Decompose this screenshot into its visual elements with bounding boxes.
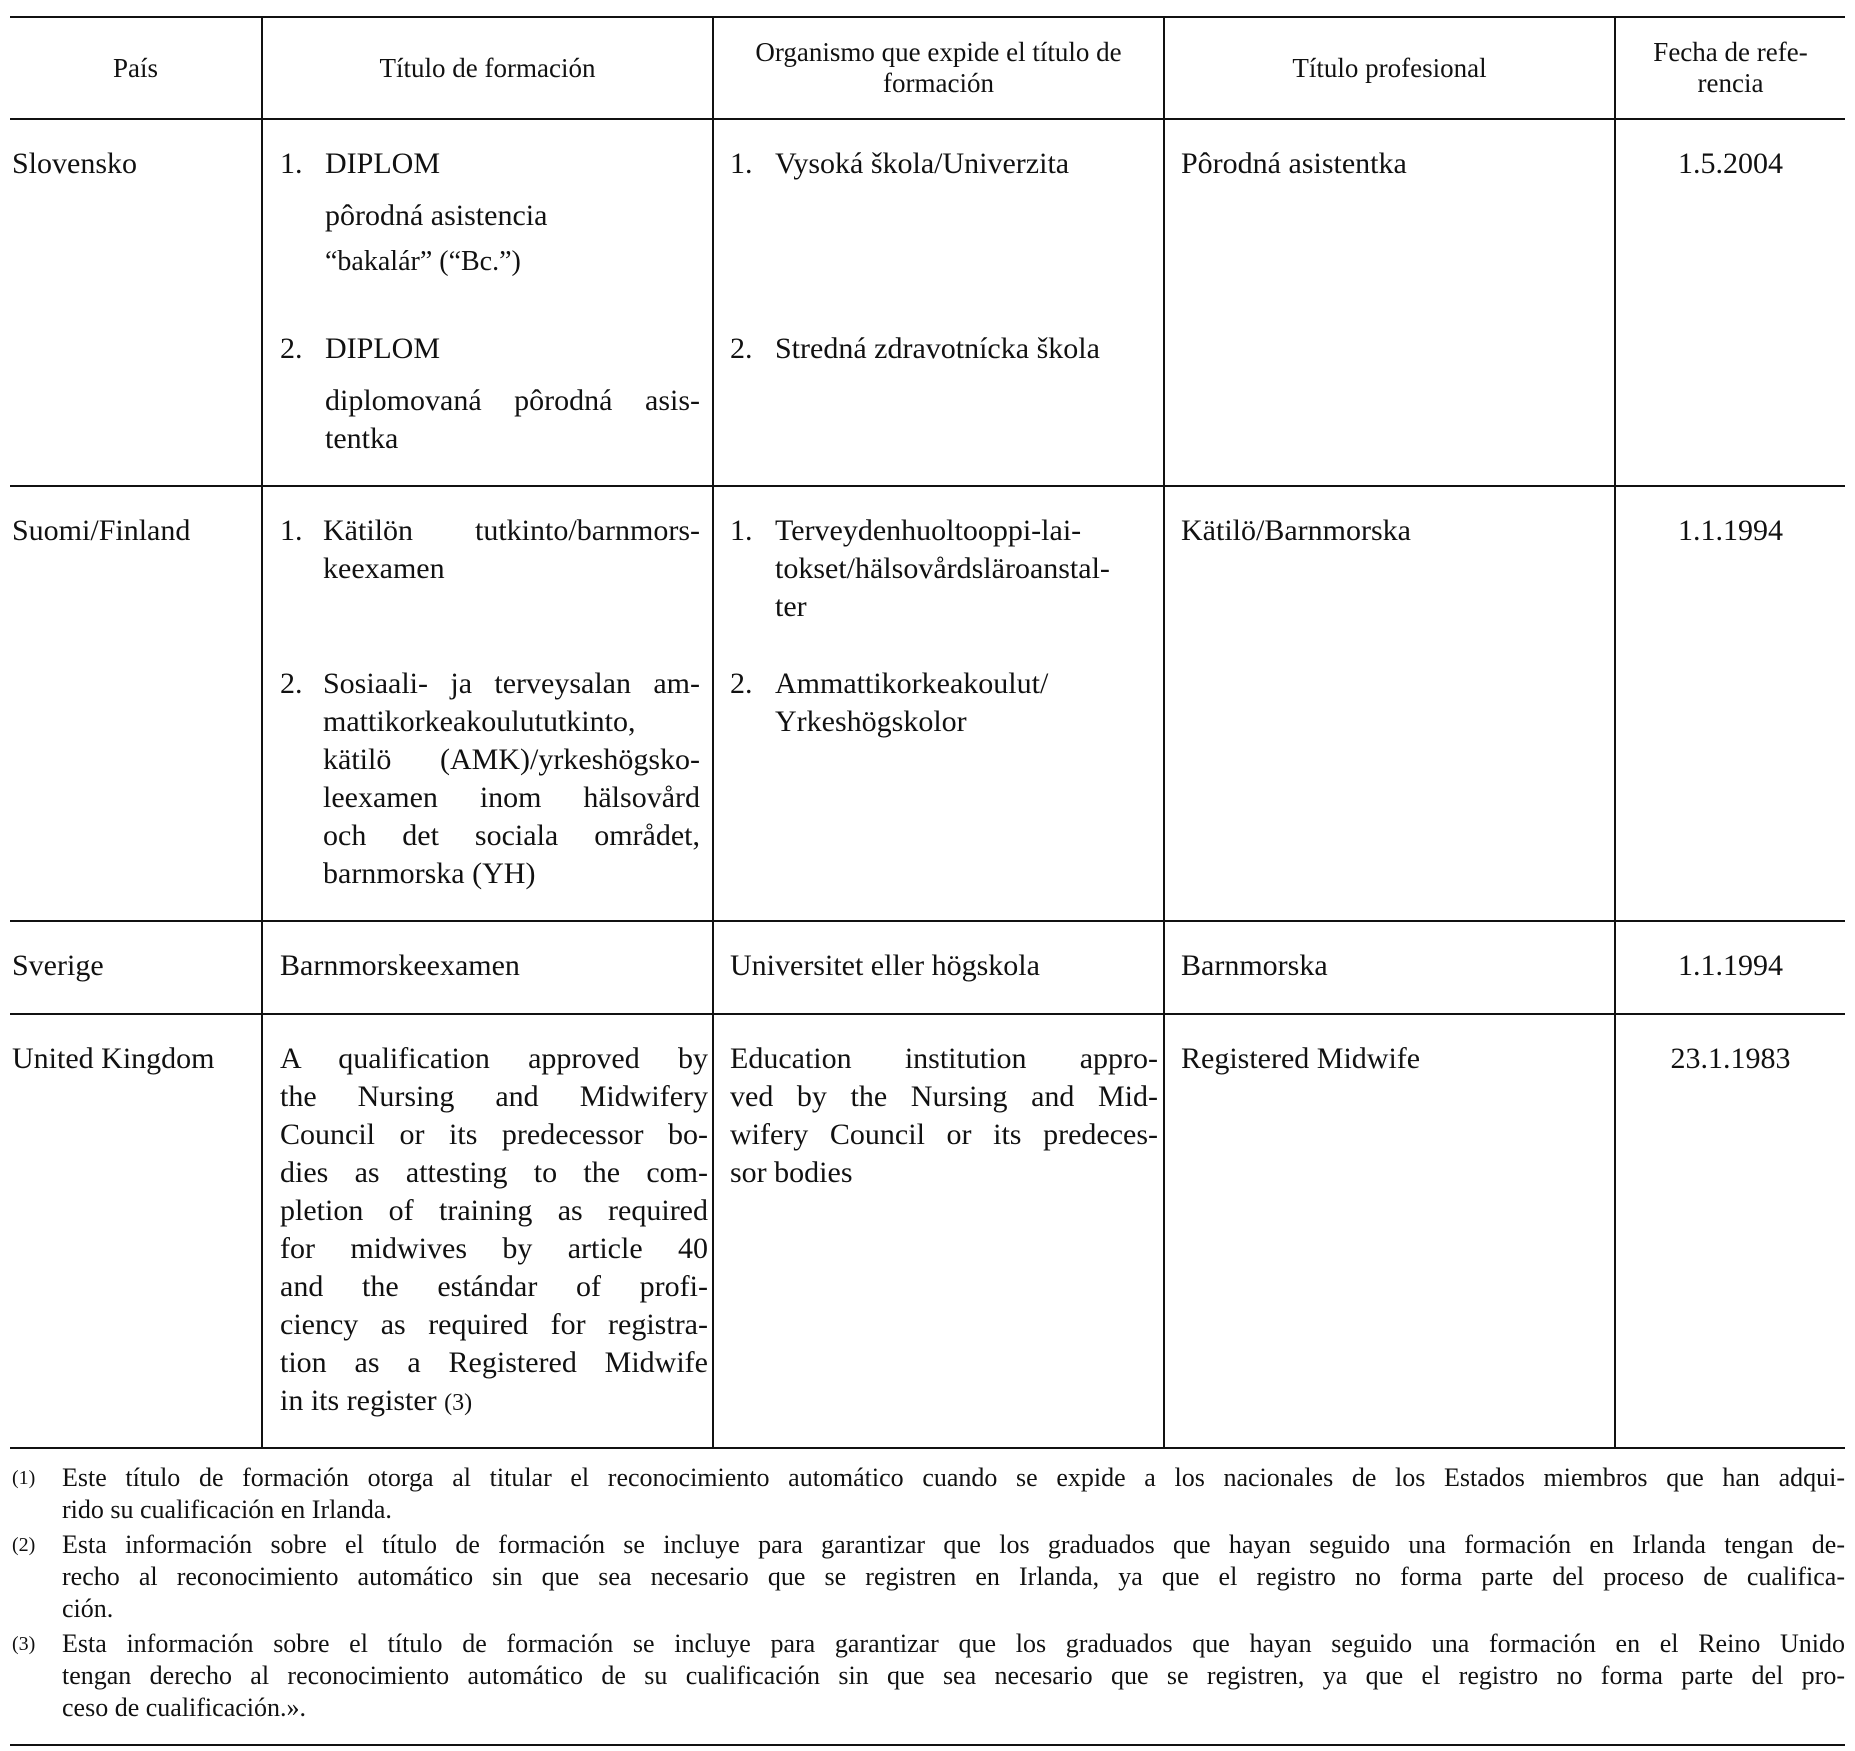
header-titulo-profesional-text: Título profesional [1292, 52, 1487, 83]
header-organismo-line-1: Organismo que expide el título de [755, 37, 1122, 67]
row-suomi-organismo-2 [730, 665, 1150, 741]
row-uk-titulo-line-10-text: in its register [280, 1384, 437, 1417]
header-titulo-formacion [263, 18, 712, 118]
footnote-3-line-2: tengan derecho al reconocimiento automático de su cualificación sin que sea necesario que se registren, ya que el registro no forma parte del pro- [62, 1661, 1845, 1690]
row-slovensko-country: Slovensko [12, 147, 138, 180]
row-uk-titulo-line-5: pletion of training as required [280, 1194, 708, 1227]
row-slovensko-organismo-2-line-1: Stredná zdravotnícka škola [775, 332, 1100, 365]
row-uk-organismo [730, 1040, 1158, 1192]
row-rule-1 [10, 485, 1845, 487]
row-uk-titulo-line-1: A qualification approved by [280, 1042, 708, 1075]
footnote-1 [12, 1462, 1845, 1532]
footnote-3-line-1: Esta información sobre el título de formación se incluye para garantizar que los graduados que hayan seguido una formación en el Reino Unido [62, 1629, 1845, 1658]
row-uk-titulo [280, 1040, 708, 1422]
header-titulo-profesional [1165, 18, 1614, 118]
row-suomi-fecha: 1.1.1994 [1678, 514, 1783, 547]
row-suomi-titulo-1 [280, 512, 700, 588]
row-suomi-titulo-2-line-4: leexamen inom hälsovård [323, 781, 700, 814]
row-slovensko-titulo-1-line-3: “bakalár” (“Bc.”) [325, 246, 521, 277]
header-fecha-line-2: rencia [1697, 68, 1764, 98]
row-sverige-profesional: Barnmorska [1181, 949, 1328, 982]
row-slovensko-organismo-1 [730, 145, 1150, 183]
row-uk-organismo-line-4: sor bodies [730, 1156, 853, 1189]
row-slovensko-titulo-2 [280, 330, 700, 458]
footnote-mark: (3) [12, 1633, 36, 1655]
column-rule-3 [1163, 16, 1165, 1449]
header-pais [10, 18, 261, 118]
list-number: 1. [280, 147, 303, 180]
list-number: 1. [730, 147, 753, 180]
header-organismo-line-2: formación [883, 68, 994, 98]
row-suomi-titulo-2-line-1: Sosiaali- ja terveysalan am- [323, 667, 700, 700]
row-slovensko-titulo-1-line-2: pôrodná asistencia [325, 199, 548, 232]
footnote-mark: (1) [12, 1467, 36, 1489]
page-bottom-rule [10, 1744, 1845, 1746]
row-uk-titulo-line-7: and the estándar of profi- [280, 1270, 708, 1303]
footnote-1-line-1: Este título de formación otorga al titular el reconocimiento automático cuando se expide a los nacionales de los Estados miembros que han adqui- [62, 1463, 1845, 1492]
row-slovensko-titulo-2-line-3: tentka [325, 422, 399, 455]
list-number: 2. [730, 332, 753, 365]
row-suomi-organismo-1 [730, 512, 1150, 626]
row-suomi-titulo-2 [280, 665, 700, 893]
footnote-3 [12, 1628, 1845, 1728]
row-sverige-fecha: 1.1.1994 [1678, 949, 1783, 982]
row-slovensko-fecha: 1.5.2004 [1678, 147, 1783, 180]
footnote-2-line-3: ción. [62, 1594, 114, 1623]
row-suomi-profesional: Kätilö/Barnmorska [1181, 514, 1411, 547]
row-suomi-titulo-2-line-6: barnmorska (YH) [323, 857, 536, 890]
row-suomi-titulo-1-line-2: keexamen [323, 552, 445, 585]
row-uk-titulo-line-3: Council or its predecessor bo- [280, 1118, 708, 1151]
row-uk-organismo-line-3: wifery Council or its predeces- [730, 1118, 1158, 1151]
table-bottom-rule [10, 1447, 1845, 1449]
row-suomi-organismo-2-line-1: Ammattikorkeakoulut/ [775, 667, 1049, 700]
header-pais-text: País [112, 52, 158, 83]
row-suomi-country: Suomi/Finland [12, 514, 191, 547]
row-suomi-organismo-1-line-3: ter [775, 590, 807, 623]
column-rule-2 [712, 16, 714, 1449]
footnote-2 [12, 1529, 1845, 1629]
row-uk-titulo-line-6: for midwives by article 40 [280, 1232, 708, 1265]
list-number: 2. [730, 667, 753, 700]
row-uk-profesional: Registered Midwife [1181, 1042, 1421, 1075]
row-slovensko-organismo-2 [730, 330, 1150, 368]
row-uk-titulo-line-4: dies as attesting to the com- [280, 1156, 708, 1189]
row-slovensko-titulo-2-line-2: diplomovaná pôrodná asis- [325, 384, 700, 417]
row-suomi-organismo-2-line-2: Yrkeshögskolor [775, 705, 967, 738]
list-number: 2. [280, 332, 303, 365]
header-bottom-rule [10, 118, 1845, 120]
header-fecha-line-1: Fecha de refe- [1653, 37, 1808, 67]
row-uk-titulo-line-10 [280, 1382, 708, 1422]
row-slovensko-organismo-1-line-1: Vysoká škola/Univerzita [775, 147, 1070, 180]
footnote-3-line-3: ceso de cualificación.». [62, 1693, 306, 1722]
row-suomi-titulo-2-line-3: kätilö (AMK)/yrkeshögsko- [323, 743, 700, 776]
row-suomi-titulo-2-line-5: och det sociala området, [323, 819, 700, 852]
footnote-mark: (2) [12, 1534, 36, 1556]
header-organismo [714, 18, 1163, 118]
row-sverige-titulo: Barnmorskeexamen [280, 949, 520, 982]
row-uk-country: United Kingdom [12, 1042, 215, 1075]
footnote-ref-3: (3) [444, 1390, 473, 1416]
list-number: 1. [280, 514, 303, 547]
row-slovensko-titulo-2-line-1: DIPLOM [325, 332, 441, 365]
list-number: 2. [280, 667, 303, 700]
row-uk-organismo-line-2: ved by the Nursing and Mid- [730, 1080, 1158, 1113]
row-suomi-titulo-1-line-1: Kätilön tutkinto/barnmors- [323, 514, 700, 547]
row-uk-fecha: 23.1.1983 [1670, 1042, 1791, 1075]
list-number: 1. [730, 514, 753, 547]
row-sverige-organismo: Universitet eller högskola [730, 949, 1040, 982]
footnote-2-line-1: Esta información sobre el título de formación se incluye para garantizar que los graduados que hayan seguido una formación en Irlanda tengan de- [62, 1530, 1845, 1559]
row-slovensko-profesional: Pôrodná asistentka [1181, 147, 1407, 180]
row-rule-2 [10, 920, 1845, 922]
row-rule-3 [10, 1013, 1845, 1015]
column-rule-1 [261, 16, 263, 1449]
row-uk-titulo-line-8: ciency as required for registra- [280, 1308, 708, 1341]
row-sverige-country: Sverige [12, 949, 104, 982]
row-uk-titulo-line-2: the Nursing and Midwifery [280, 1080, 708, 1113]
row-slovensko-titulo-1-line-1: DIPLOM [325, 147, 441, 180]
column-rule-4 [1614, 16, 1616, 1449]
row-suomi-organismo-1-line-2: tokset/hälsovårdsläroanstal- [775, 552, 1110, 585]
row-uk-titulo-line-9: tion as a Registered Midwife [280, 1346, 708, 1379]
row-uk-organismo-line-1: Education institution appro- [730, 1042, 1158, 1075]
row-suomi-organismo-1-line-1: Terveydenhuoltooppi-lai- [775, 514, 1082, 547]
footnote-1-line-2: rido su cualificación en Irlanda. [62, 1495, 392, 1524]
header-fecha [1616, 18, 1845, 118]
row-slovensko-titulo-1 [280, 145, 700, 281]
header-titulo-formacion-text: Título de formación [379, 52, 596, 83]
row-suomi-titulo-2-line-2: mattikorkeakoulututkinto, [323, 705, 636, 738]
footnote-2-line-2: recho al reconocimiento automático sin que sea necesario que se registren en Irlanda, ya que el registro no forma parte del proceso de cualifica- [62, 1562, 1845, 1591]
